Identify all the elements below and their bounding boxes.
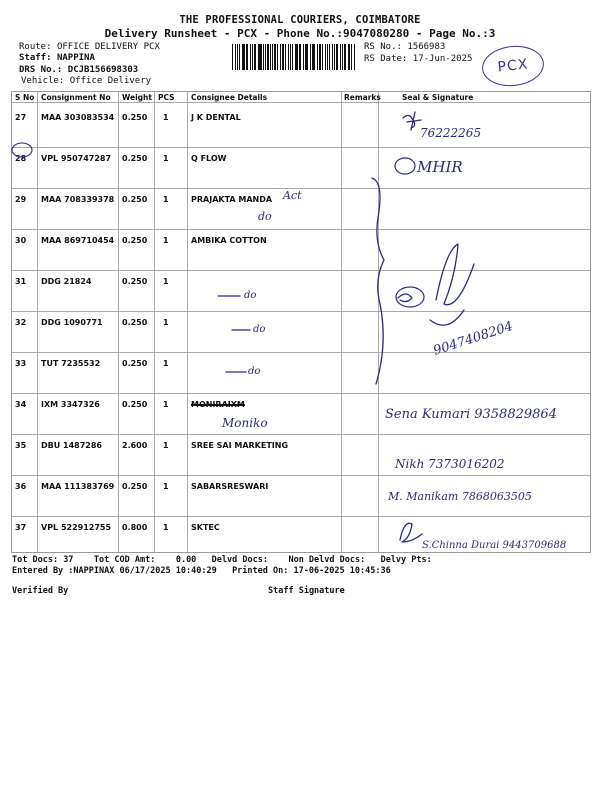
cell-pcs: 1	[163, 277, 169, 286]
company-name: THE PROFESSIONAL COURIERS, COIMBATORE	[179, 14, 421, 26]
cell-pcs: 1	[163, 154, 169, 163]
rs-date-line: RS Date: 17-Jun-2025	[364, 54, 473, 64]
cell-pcs: 1	[163, 236, 169, 245]
cell-consignee: MONIRAIXM	[191, 400, 245, 409]
cell-consignment: VPL 950747287	[41, 154, 112, 163]
cell-consignment: VPL 522912755	[41, 523, 112, 532]
cell-weight: 2.600	[122, 441, 148, 450]
r27-signature-initial	[403, 112, 421, 130]
cell-weight: 0.250	[122, 318, 148, 327]
cell-consignment: MAA 111383769	[41, 482, 115, 491]
cell-consignment: MAA 708339378	[41, 195, 115, 204]
cell-consignment: DDG 21824	[41, 277, 92, 286]
r37-signature: S.Chinna Durai 9443709688	[422, 540, 567, 551]
cell-pcs: 1	[163, 359, 169, 368]
r31-ditto: do	[244, 290, 257, 301]
r28-signature: MHIR	[417, 158, 463, 176]
route-line: Route: OFFICE DELIVERY PCX	[19, 42, 160, 52]
cell-sno: 32	[15, 318, 27, 327]
r28-signature-circle	[395, 158, 415, 174]
cell-sno: 29	[15, 195, 27, 204]
cell-weight: 0.250	[122, 154, 148, 163]
cell-consignment: TUT 7235532	[41, 359, 101, 368]
cell-pcs: 1	[163, 523, 169, 532]
group-signature-scrawl	[398, 244, 474, 325]
r28-circle-mark	[12, 143, 32, 157]
r30-note: do	[258, 210, 272, 223]
cell-sno: 34	[15, 400, 27, 409]
cell-consignment: DDG 1090771	[41, 318, 103, 327]
cell-pcs: 1	[163, 400, 169, 409]
cell-weight: 0.250	[122, 236, 148, 245]
entered-line: Entered By :NAPPINAX 06/17/2025 10:40:29 Printed On: 17-06-2025 10:45:36	[12, 566, 391, 576]
cell-weight: 0.250	[122, 482, 148, 491]
cell-consignee: SKTEC	[191, 523, 220, 532]
totals-line: Tot Docs: 37 Tot COD Amt: 0.00 Delvd Docs: Non Delvd Docs: Delvy Pts:	[12, 555, 432, 565]
cell-sno: 30	[15, 236, 27, 245]
rs-no-line: RS No.: 1566983	[364, 42, 446, 52]
col-header-sno: S No	[15, 93, 35, 102]
cell-weight: 0.250	[122, 277, 148, 286]
cell-sno: 35	[15, 441, 27, 450]
cell-consignee: J K DENTAL	[191, 113, 241, 122]
verified-by-label: Verified By	[12, 586, 69, 596]
cell-sno: 36	[15, 482, 27, 491]
cell-consignment: IXM 3347326	[41, 400, 100, 409]
cell-consignee: Q FLOW	[191, 154, 227, 163]
cell-sno: 33	[15, 359, 27, 368]
runsheet-title: Delivery Runsheet - PCX - Phone No.:9047080280 - Page No.:3	[104, 27, 496, 40]
r34-signature: Sena Kumari 9358829864	[385, 407, 557, 422]
cell-weight: 0.800	[122, 523, 148, 532]
cell-pcs: 1	[163, 113, 169, 122]
cell-consignee: SREE SAI MARKETING	[191, 441, 289, 450]
col-header-remarks: Remarks	[344, 93, 381, 102]
cell-pcs: 1	[163, 195, 169, 204]
cell-weight: 0.250	[122, 400, 148, 409]
group-signature-circle	[396, 287, 424, 307]
col-header-consignee: Consignee Details	[191, 93, 268, 102]
r33-ditto: do	[248, 366, 261, 377]
staff-line: Staff: NAPPINA	[19, 53, 95, 63]
cell-pcs: 1	[163, 318, 169, 327]
r37-signature-scrawl	[400, 523, 422, 542]
r32-ditto: do	[253, 324, 266, 335]
col-header-weight: Weight	[122, 93, 152, 102]
cell-consignment: MAA 303083534	[41, 113, 115, 122]
cell-weight: 0.250	[122, 195, 148, 204]
r36-signature: M. Manikam 7868063505	[388, 490, 532, 503]
r34-handwritten-name: Moniko	[222, 416, 268, 430]
drs-line: DRS No.: DCJB156698303	[19, 65, 139, 75]
group-brace	[372, 178, 384, 384]
cell-consignee: AMBIKA COTTON	[191, 236, 267, 245]
r29-note: Act	[283, 189, 302, 202]
r27-signature-phone: 76222265	[420, 126, 482, 140]
vehicle-line: Vehicle: Office Delivery	[21, 76, 152, 86]
cell-sno: 28	[15, 154, 27, 163]
cell-consignee: SABARSRESWARI	[191, 482, 269, 491]
cell-sno: 27	[15, 113, 27, 122]
cell-weight: 0.250	[122, 359, 148, 368]
cell-consignment: DBU 1487286	[41, 441, 102, 450]
r35-signature: Nikh 7373016202	[395, 457, 505, 471]
cell-weight: 0.250	[122, 113, 148, 122]
col-header-seal: Seal & Signature	[402, 93, 474, 102]
cell-pcs: 1	[163, 482, 169, 491]
col-header-consignment: Consignment No	[41, 93, 111, 102]
col-header-pcs: PCS	[158, 93, 175, 102]
cell-pcs: 1	[163, 441, 169, 450]
cell-sno: 37	[15, 523, 27, 532]
cell-consignee: PRAJAKTA MANDA	[191, 195, 273, 204]
cell-sno: 31	[15, 277, 27, 286]
cell-consignment: MAA 869710454	[41, 236, 115, 245]
group-signature-phone: 9047408204	[431, 318, 515, 359]
pcx-stamp: PCX	[480, 43, 546, 89]
staff-signature-label: Staff Signature	[268, 586, 345, 596]
